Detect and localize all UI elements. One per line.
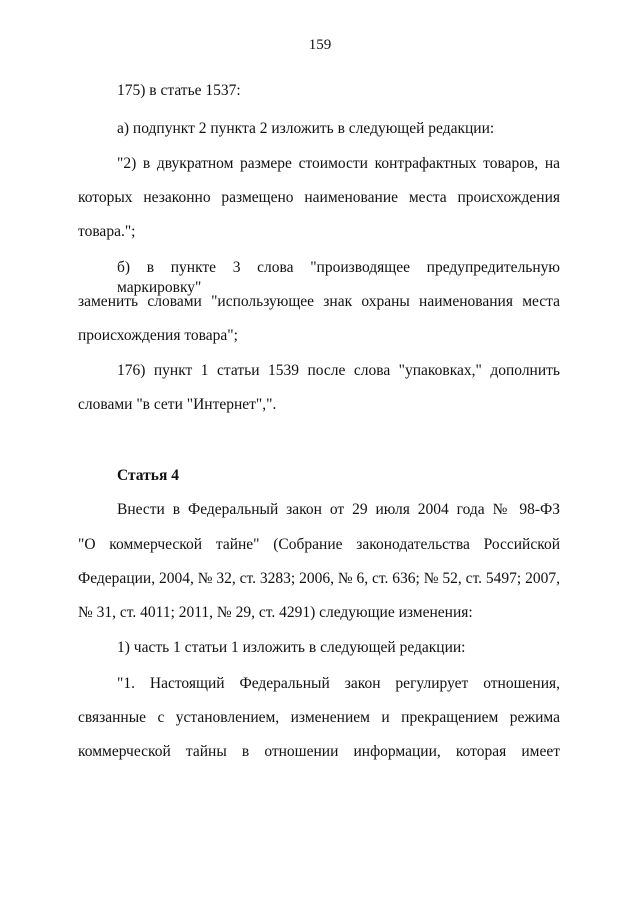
text-line: заменить словами "использующее знак охраны наименования места <box>78 293 560 310</box>
page-number: 159 <box>308 37 332 53</box>
text-line: связанные с установлением, изменением и прекращением режима <box>78 709 560 726</box>
quote-line: "2) в двукратном размере стоимости контрафактных товаров, на <box>117 155 560 172</box>
paragraph-line: Внести в Федеральный закон от 29 июля 2004 года № 98-ФЗ <box>117 501 560 518</box>
subitem-a: а) подпункт 2 пункта 2 изложить в следующей редакции: <box>117 120 495 137</box>
list-item-175: 175) в статье 1537: <box>117 82 241 99</box>
quote-line: "1. Настоящий Федеральный закон регулирует отношения, <box>117 675 560 692</box>
text-line: словами "в сети "Интернет",". <box>78 396 277 413</box>
list-item-176: 176) пункт 1 статьи 1539 после слова "упаковках," дополнить <box>117 362 560 379</box>
text-line: коммерческой тайны в отношении информации, которая имеет <box>78 743 560 760</box>
text-line: которых незаконно размещено наименование места происхождения <box>78 189 560 206</box>
text-line: Федерации, 2004, № 32, ст. 3283; 2006, № 6, ст. 636; № 52, ст. 5497; 2007, <box>78 570 560 587</box>
text-line: товара."; <box>78 223 136 240</box>
text-line: "О коммерческой тайне" (Собрание законодательства Российской <box>78 536 560 553</box>
text-line: № 31, ст. 4011; 2011, № 29, ст. 4291) следующие изменения: <box>78 604 473 621</box>
subitem-b: б) в пункте 3 слова "производящее предупредительную маркировку" <box>117 259 560 296</box>
article-heading: Статья 4 <box>117 467 179 484</box>
text-line: происхождения товара"; <box>78 327 238 344</box>
list-item-1: 1) часть 1 статьи 1 изложить в следующей редакции: <box>117 639 466 656</box>
